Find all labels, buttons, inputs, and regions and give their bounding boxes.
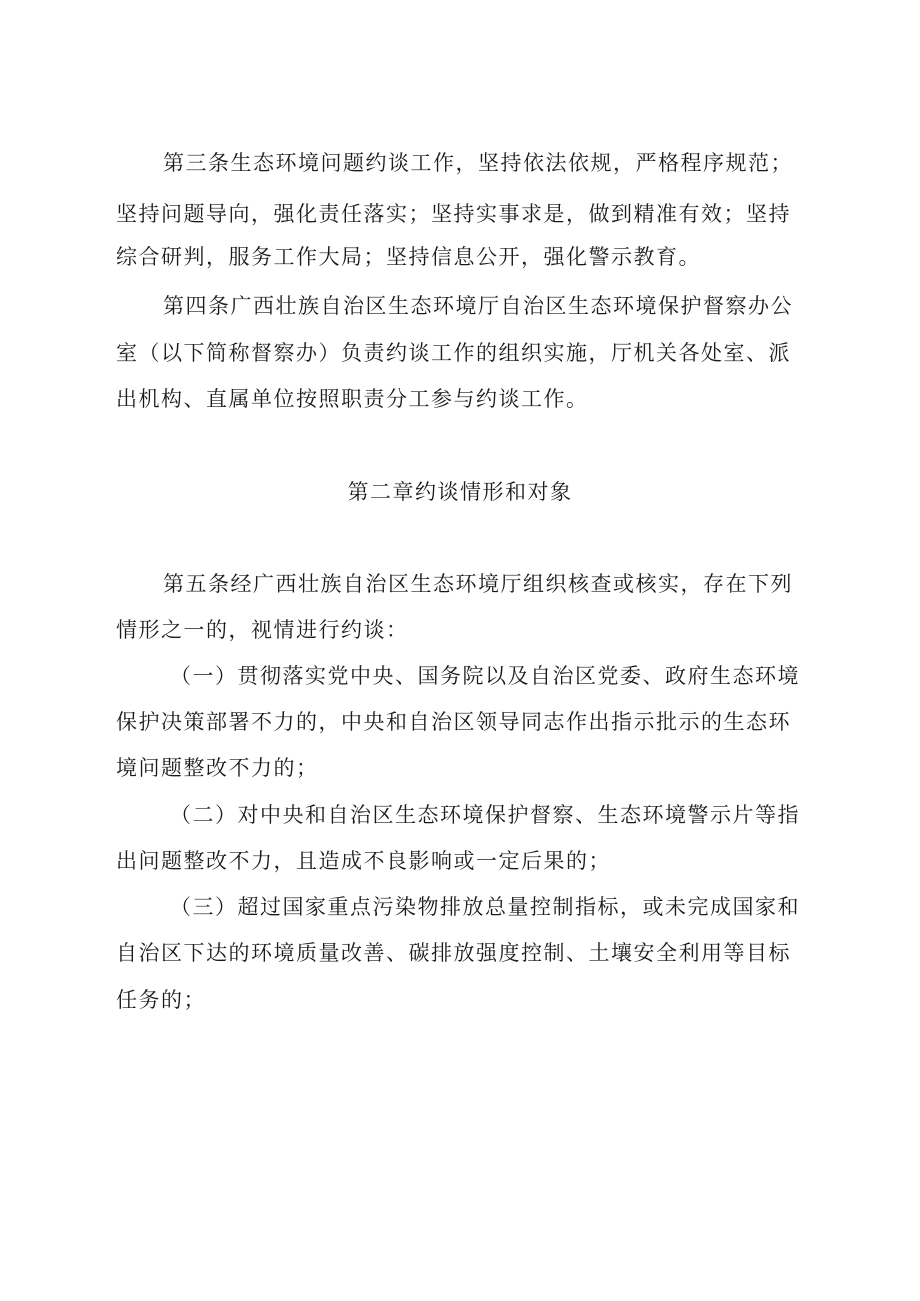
article-3-line-3: 综合研判，服务工作大局；坚持信息公开，强化警示教育。 [116,245,701,269]
item-3-line-1: （三）超过国家重点污染物排放总量控制指标，或未完成国家和 [170,895,800,919]
article-3-line-2: 坚持问题导向，强化责任落实；坚持实事求是，做到精准有效；坚持 [116,202,791,226]
item-2-line-2: 出问题整改不力，且造成不良影响或一定后果的； [116,849,611,873]
article-5-line-2: 情形之一的，视情进行约谈： [116,618,409,642]
item-1-line-1: （一）贯彻落实党中央、国务院以及自治区党委、政府生态环境 [170,664,800,688]
article-4-line-1: 第四条广西壮族自治区生态环境厅自治区生态环境保护督察办公 [163,294,793,318]
chapter-2-title: 第二章约谈情形和对象 [347,480,573,504]
article-5-line-1: 第五条经广西壮族自治区生态环境厅组织核查或核实，存在下列 [163,572,793,596]
item-3-line-3: 任务的； [116,988,206,1012]
item-1-line-3: 境问题整改不力的； [116,756,319,780]
article-4-line-2: 室（以下简称督察办）负责约谈工作的组织实施，厅机关各处室、派 [116,341,791,365]
item-3-line-2: 自治区下达的环境质量改善、碳排放强度控制、土壤安全利用等目标 [116,941,791,965]
article-4-line-3: 出机构、直属单位按照职责分工参与约谈工作。 [116,387,589,411]
item-1-line-2: 保护决策部署不力的，中央和自治区领导同志作出指示批示的生态环 [116,710,791,734]
article-3-line-1: 第三条生态环境问题约谈工作，坚持依法依规，严格程序规范； [163,151,793,175]
item-2-line-1: （二）对中央和自治区生态环境保护督察、生态环境警示片等指 [170,803,800,827]
